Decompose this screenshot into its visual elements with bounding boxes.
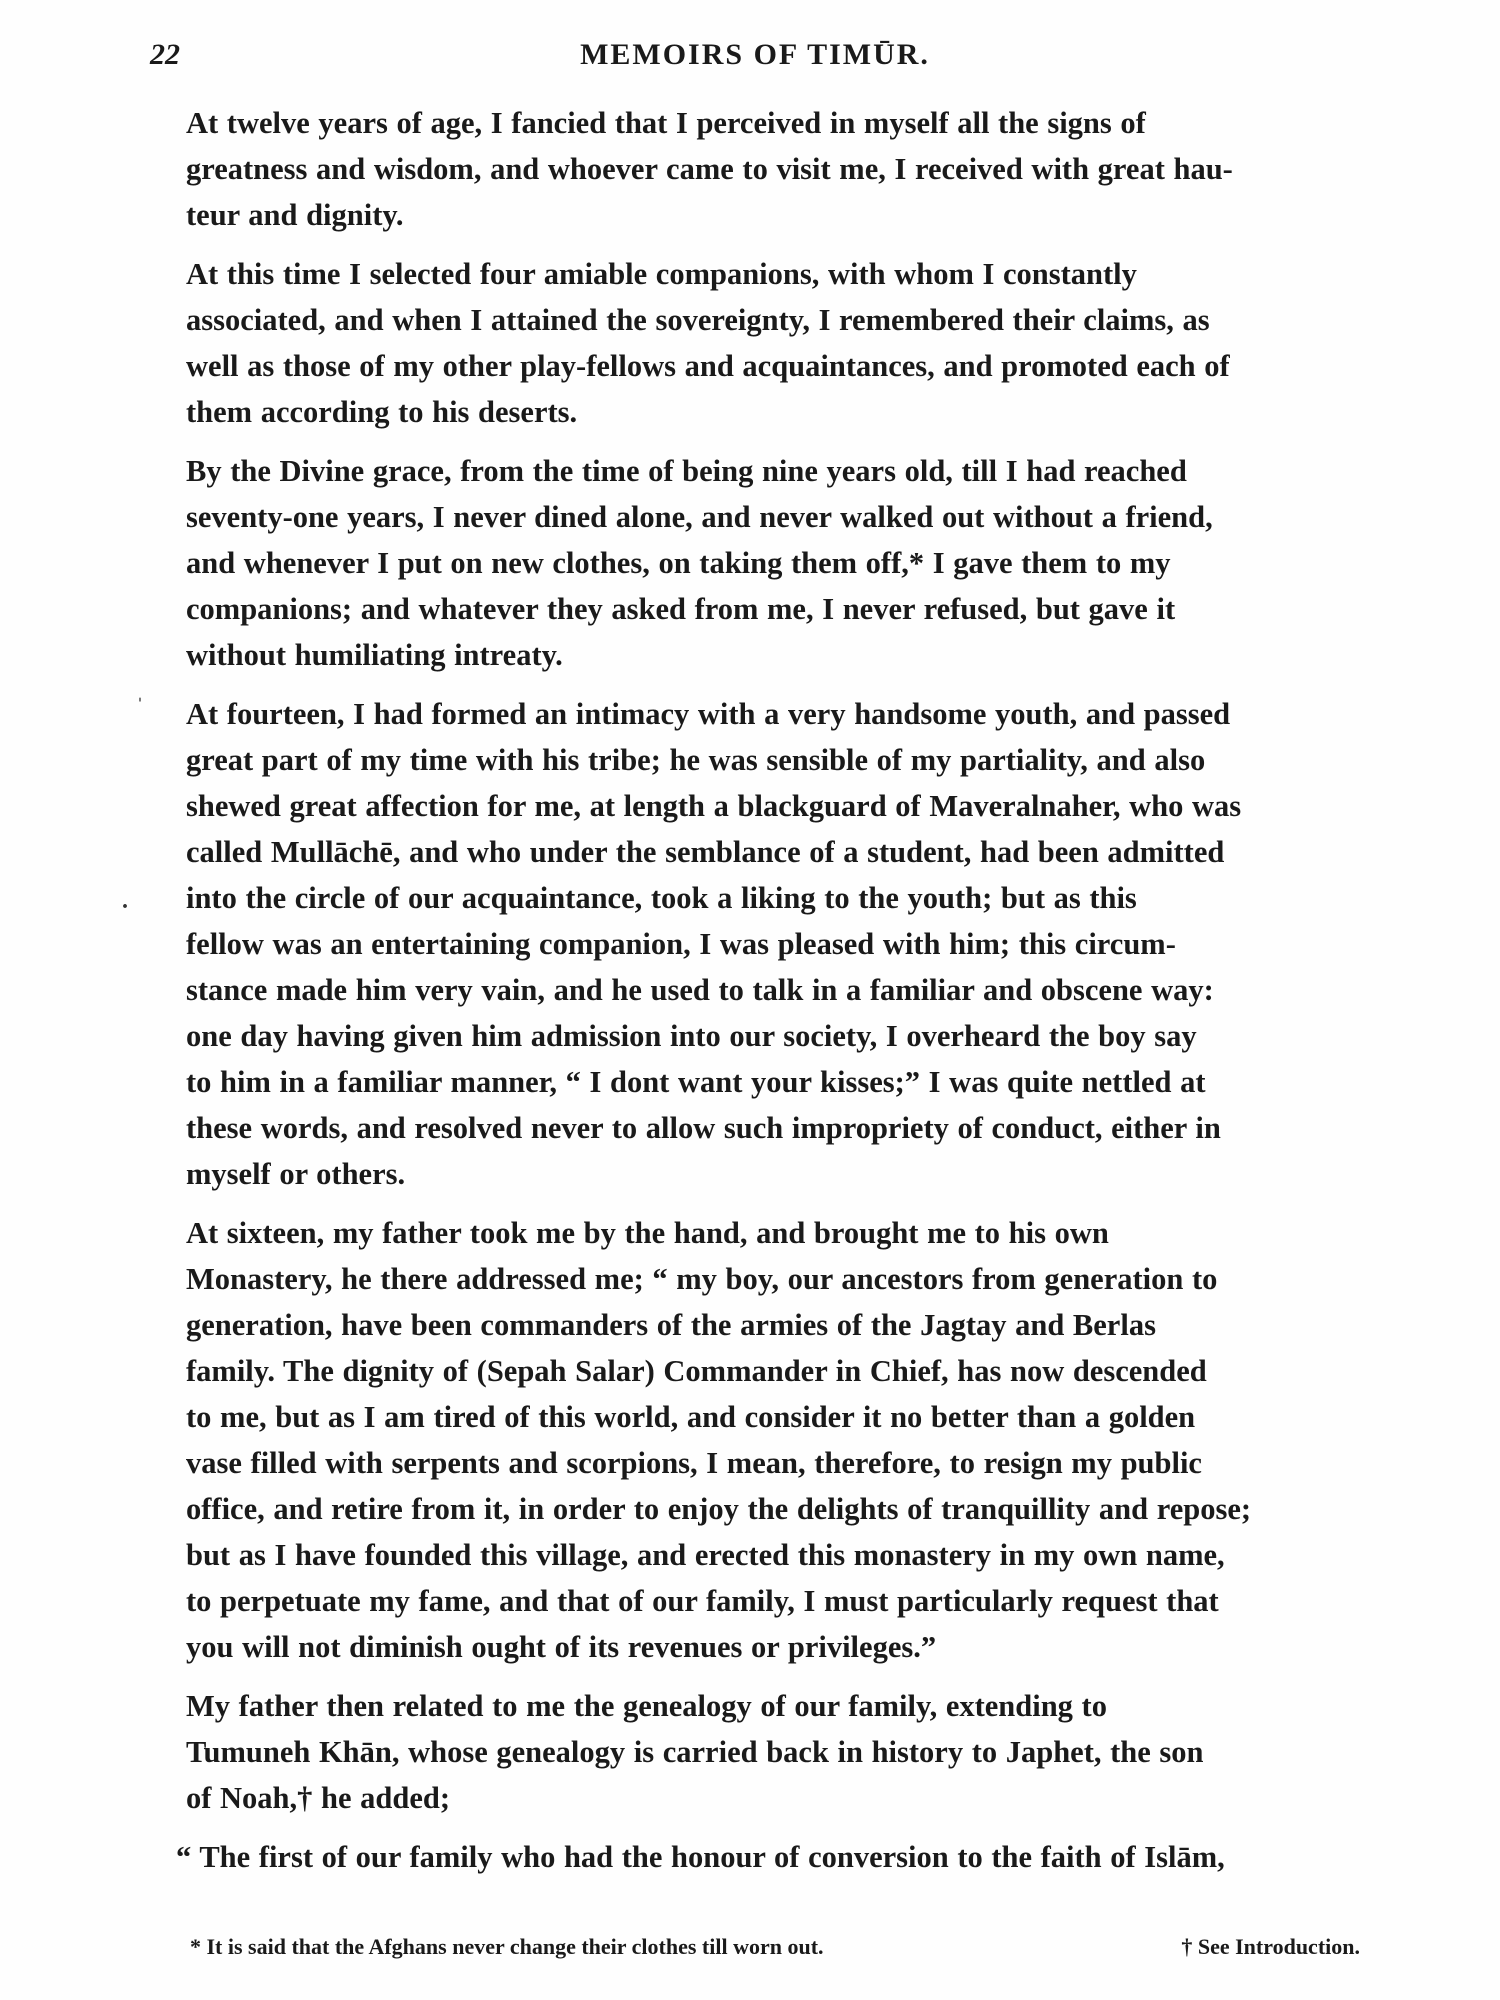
text-line: generation, have been commanders of the armies of the Jagtay and Berlas <box>186 1308 1156 1342</box>
text-line: office, and retire from it, in order to enjoy the delights of tranquillity and repose; <box>186 1492 1252 1526</box>
footnote-dagger: † See Introduction. <box>1181 1934 1360 1959</box>
footnotes <box>190 1934 1360 1970</box>
body-text <box>150 100 1360 1880</box>
text-line: but as I have founded this village, and erected this monastery in my own name, <box>186 1538 1225 1572</box>
text-line: stance made him very vain, and he used to talk in a familiar and obscene way: <box>186 973 1214 1007</box>
text-line: My father then related to me the genealogy of our family, extending to <box>186 1689 1107 1723</box>
text-line: Tumuneh Khān, whose genealogy is carried back in history to Japhet, the son <box>186 1735 1204 1769</box>
text-line: called Mullāchē, and who under the semblance of a student, had been admitted <box>186 835 1225 869</box>
text-line: teur and dignity. <box>186 198 404 232</box>
text-line: them according to his deserts. <box>186 395 578 429</box>
text-line: By the Divine grace, from the time of being nine years old, till I had reached <box>186 454 1187 488</box>
text-line: to perpetuate my fame, and that of our family, I must particularly request that <box>186 1584 1219 1618</box>
text-line: Monastery, he there addressed me; “ my boy, our ancestors from generation to <box>186 1262 1218 1296</box>
paragraph-2 <box>150 251 1360 435</box>
text-line: well as those of my other play-fellows and acquaintances, and promoted each of <box>186 349 1230 383</box>
text-line: myself or others. <box>186 1157 406 1191</box>
text-line: these words, and resolved never to allow such impropriety of conduct, either in <box>186 1111 1221 1145</box>
paragraph-1 <box>150 100 1360 238</box>
text-line: seventy-one years, I never dined alone, and never walked out without a friend, <box>186 500 1213 534</box>
paragraph-4 <box>150 691 1360 1197</box>
paragraph-7 <box>150 1834 1360 1880</box>
paragraph-5 <box>150 1210 1360 1670</box>
text-line: At sixteen, my father took me by the hand, and brought me to his own <box>186 1216 1109 1250</box>
stray-ink-dot: . <box>122 888 128 914</box>
text-line: “ The first of our family who had the honour of conversion to the faith of Islām, <box>176 1840 1225 1874</box>
text-line: At fourteen, I had formed an intimacy with a very handsome youth, and passed <box>186 697 1231 731</box>
stray-ink-mark: ˌ <box>136 676 144 702</box>
page-number: 22 <box>150 38 180 71</box>
text-line: and whenever I put on new clothes, on taking them off,* I gave them to my <box>186 546 1171 580</box>
text-line: into the circle of our acquaintance, took a liking to the youth; but as this <box>186 881 1137 915</box>
text-line: you will not diminish ought of its revenues or privileges.” <box>186 1630 937 1664</box>
text-line: greatness and wisdom, and whoever came to visit me, I received with great hau- <box>186 152 1233 186</box>
running-head: MEMOIRS OF TIMŪR. <box>580 38 930 71</box>
page-header <box>150 38 1360 78</box>
text-line: one day having given him admission into our society, I overheard the boy say <box>186 1019 1197 1053</box>
text-line: of Noah,† he added; <box>186 1781 450 1815</box>
text-line: to him in a familiar manner, “ I dont want your kisses;” I was quite nettled at <box>186 1065 1206 1099</box>
paragraph-6 <box>150 1683 1360 1821</box>
text-line: family. The dignity of (Sepah Salar) Commander in Chief, has now descended <box>186 1354 1207 1388</box>
text-line: to me, but as I am tired of this world, and consider it no better than a golden <box>186 1400 1196 1434</box>
text-line: associated, and when I attained the sovereignty, I remembered their claims, as <box>186 303 1210 337</box>
paragraph-3 <box>150 448 1360 678</box>
footnote-asterisk: * It is said that the Afghans never change their clothes till worn out. <box>190 1934 824 1959</box>
text-line: shewed great affection for me, at length a blackguard of Maveralnaher, who was <box>186 789 1242 823</box>
text-line: vase filled with serpents and scorpions, I mean, therefore, to resign my public <box>186 1446 1202 1480</box>
text-line: At this time I selected four amiable companions, with whom I constantly <box>186 257 1137 291</box>
text-line: fellow was an entertaining companion, I was pleased with him; this circum- <box>186 927 1176 961</box>
text-line: without humiliating intreaty. <box>186 638 563 672</box>
text-line: companions; and whatever they asked from me, I never refused, but gave it <box>186 592 1176 626</box>
text-line: At twelve years of age, I fancied that I perceived in myself all the signs of <box>186 106 1146 140</box>
text-line: great part of my time with his tribe; he was sensible of my partiality, and also <box>186 743 1206 777</box>
